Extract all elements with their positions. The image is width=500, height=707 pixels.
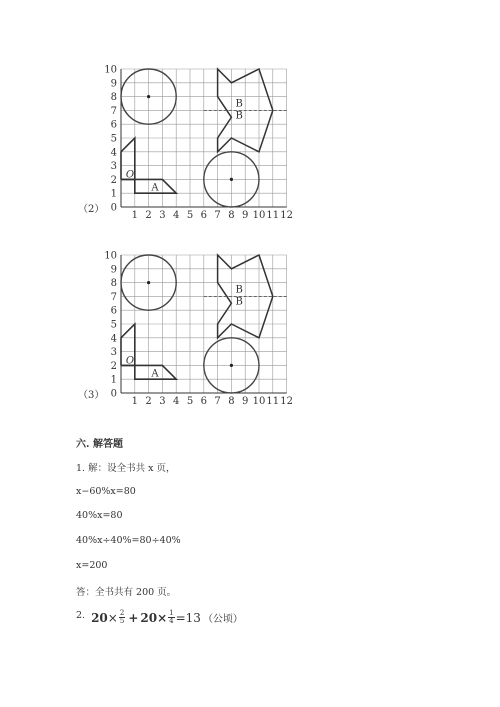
q2-fraction-2-num: 1 (169, 609, 174, 617)
section-heading: 六. 解答题 (76, 439, 123, 450)
x-tick-label: 5 (186, 396, 194, 407)
y-tick-label: 10 (104, 64, 117, 76)
shape-b-label-lower: B (235, 296, 243, 308)
x-tick-label: 7 (214, 210, 221, 221)
y-tick-label: 4 (110, 333, 117, 345)
figure-label-2: （2） (78, 204, 105, 215)
x-tick-label: 7 (214, 396, 221, 407)
x-tick-label: 8 (228, 396, 235, 407)
q1-line-1: x−60%x=80 (76, 486, 136, 497)
x-tick-label: 3 (159, 396, 166, 407)
x-tick-label: 1 (131, 396, 138, 407)
x-tick-label: 2 (145, 210, 152, 221)
figure-2 (0, 60, 500, 225)
shape-b-label-upper: B (235, 98, 243, 110)
y-tick-label: 9 (110, 78, 117, 90)
x-tick-label: 11 (266, 210, 280, 221)
y-tick-label: 1 (110, 374, 117, 386)
q2-times-1: × (107, 610, 118, 625)
x-tick-label: 1 (131, 210, 138, 221)
q2-fraction-1-num: 2 (119, 609, 125, 617)
x-tick-label: 6 (200, 210, 207, 221)
circle-top-left-center (147, 281, 150, 284)
y-tick-label: 4 (110, 147, 117, 159)
q2-term-b: 20 (140, 610, 158, 625)
x-tick-label: 4 (173, 210, 180, 221)
trapezoid-a-label: A (151, 368, 159, 380)
y-tick-label: 3 (110, 161, 117, 173)
y-tick-label: 5 (110, 319, 117, 331)
q2-equals: =13 (175, 610, 201, 625)
y-tick-label: 6 (110, 119, 117, 131)
x-tick-label: 4 (173, 396, 180, 407)
q2-fraction-2 (168, 610, 174, 625)
q1-intro: 1. 解：设全书共 x 页， (76, 463, 176, 474)
x-tick-label: 12 (280, 210, 293, 221)
circle-top-left-center (147, 95, 150, 98)
q2-plus: + (128, 610, 139, 625)
y-tick-label: 3 (110, 347, 117, 359)
q2-fraction-2-den: 4 (169, 617, 174, 625)
point-o-label: O (125, 169, 135, 181)
shape-b-label-lower: B (235, 110, 243, 122)
trapezoid-a-label: A (151, 182, 159, 194)
y-tick-label: 7 (110, 105, 117, 117)
q2-times-2: × (157, 610, 168, 625)
point-o-label: O (125, 355, 135, 367)
y-tick-label: 2 (110, 174, 117, 186)
y-tick-label: 5 (110, 133, 117, 145)
grid-figure-2 (0, 60, 500, 225)
y-tick-label: 8 (110, 278, 117, 290)
x-tick-label: 2 (145, 396, 152, 407)
q1-line-3: 40%x÷40%=80÷40% (76, 535, 181, 546)
q1-answer: 答：全书共有 200 页。 (76, 587, 177, 598)
q2-fraction-1 (119, 610, 125, 625)
y-tick-label: 6 (110, 305, 117, 317)
x-tick-label: 10 (252, 396, 266, 407)
y-tick-label: 1 (110, 188, 117, 200)
x-tick-label: 6 (200, 396, 207, 407)
q2-unit: （公顷） (202, 614, 243, 625)
shape-b-label-upper: B (235, 284, 243, 296)
q2-fraction-1-den: 5 (119, 617, 125, 625)
grid-figure-3 (0, 246, 500, 411)
y-tick-label: 10 (104, 250, 117, 262)
y-tick-label: 9 (110, 264, 117, 276)
q2-number: 2. (76, 610, 86, 621)
x-tick-label: 11 (266, 396, 280, 407)
circle-bottom-right-center (230, 178, 233, 181)
x-tick-label: 9 (242, 210, 249, 221)
x-tick-label: 5 (186, 210, 194, 221)
figure-label-3: （3） (78, 390, 105, 401)
q1-line-4: x=200 (76, 560, 108, 571)
x-tick-label: 10 (252, 210, 266, 221)
y-tick-label: 0 (110, 202, 117, 214)
x-tick-label: 8 (228, 210, 235, 221)
q2-formula (76, 610, 243, 625)
y-tick-label: 0 (110, 388, 117, 400)
q1-line-2: 40%x=80 (76, 510, 123, 521)
figure-3 (0, 246, 500, 411)
y-tick-label: 8 (110, 92, 117, 104)
x-tick-label: 3 (159, 210, 166, 221)
x-tick-label: 12 (280, 396, 293, 407)
y-tick-label: 2 (110, 360, 117, 372)
y-tick-label: 7 (110, 291, 117, 303)
circle-bottom-right-center (230, 364, 233, 367)
x-tick-label: 9 (242, 396, 249, 407)
q2-term-a: 20 (91, 610, 108, 625)
